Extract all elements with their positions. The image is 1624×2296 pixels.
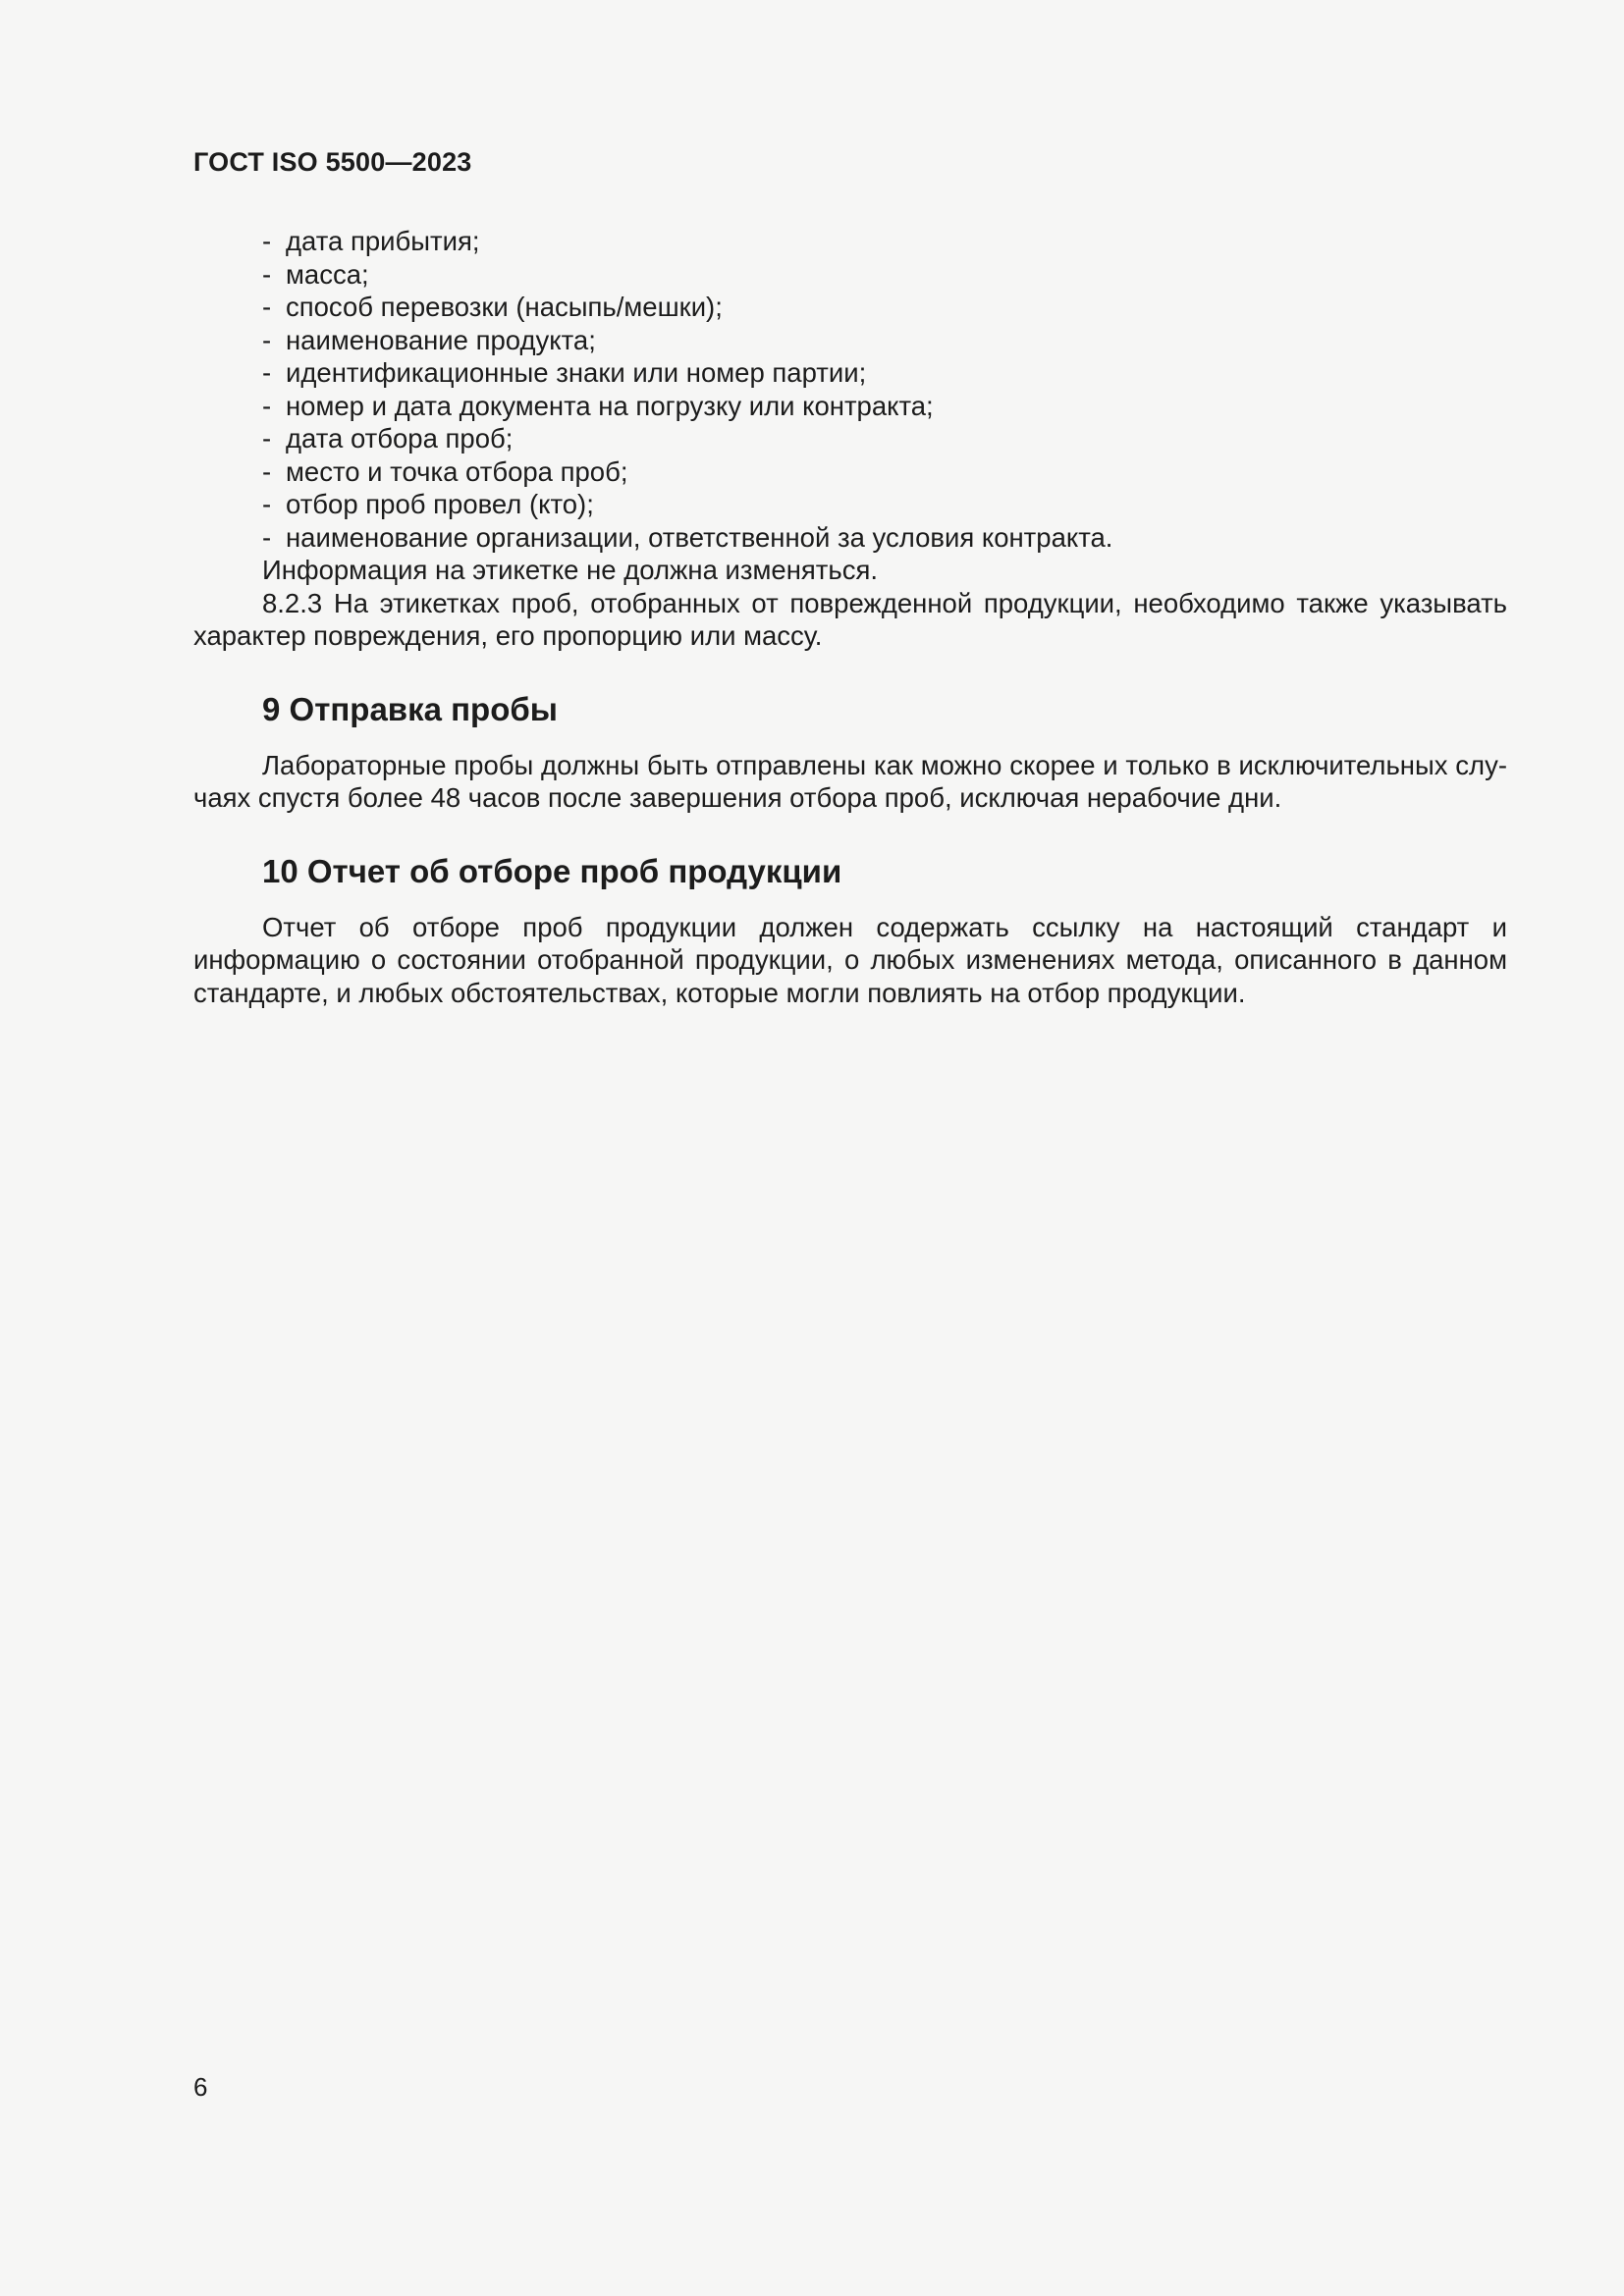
list-item — [193, 225, 1507, 258]
document-page — [193, 0, 1507, 2296]
list-item — [193, 324, 1507, 357]
list-dash: - — [262, 521, 272, 553]
list-item-text: дата отбора проб; — [286, 423, 514, 454]
page-content — [193, 225, 1507, 1009]
list-item-text: наименование продукта; — [286, 324, 596, 355]
list-item-text: дата прибытия; — [286, 226, 480, 256]
page-number: 6 — [193, 2072, 208, 2102]
list-dash: - — [262, 357, 272, 388]
list-item — [193, 488, 1507, 521]
list-dash: - — [262, 292, 272, 322]
list-item-text: способ перевозки (насыпь/мешки); — [286, 292, 723, 322]
document-code-header: ГОСТ ISO 5500—2023 — [193, 147, 472, 177]
list-item-text: отбор проб провел (кто); — [286, 489, 594, 519]
list-item-text: место и точка отбора проб; — [286, 455, 628, 487]
section-9-heading: 9 Отправка пробы — [262, 690, 558, 727]
list-dash: - — [262, 489, 272, 519]
list-item — [193, 258, 1507, 292]
list-item — [193, 291, 1507, 324]
section-10-heading: 10 Отчет об отборе проб продукции — [262, 852, 842, 889]
section-10-paragraph: Отчет об отборе проб продукции должен содержать ссылку на настоящий стандарт и информацию о состоянии отобранной продукции, о любых изменениях метода, описанного в данном стандарте, и любых обстоятельствах, которые могли повлиять на отбор продукции. — [193, 911, 1507, 1008]
list-item — [193, 521, 1507, 555]
list-dash: - — [262, 258, 272, 290]
list-item-text: масса; — [286, 258, 369, 290]
list-item — [193, 455, 1507, 489]
list-dash: - — [262, 226, 272, 256]
list-item — [193, 390, 1507, 423]
list-dash: - — [262, 423, 272, 454]
label-info-list — [193, 225, 1507, 554]
list-item — [193, 356, 1507, 390]
list-item-text: номер и дата документа на погрузку или контракта; — [286, 390, 934, 421]
list-dash: - — [262, 390, 272, 421]
section-9-paragraph: Лабораторные пробы должны быть отправлены как можно скорее и только в исключительных случаях спустя более 48 часов после завершения отбора проб, исключая нерабочие дни. — [193, 749, 1507, 813]
list-item — [193, 422, 1507, 455]
label-note-paragraph: Информация на этикетке не должна изменяться. — [262, 555, 878, 585]
list-dash: - — [262, 324, 272, 355]
clause-8-2-3-paragraph: 8.2.3 На этикетках проб, отобранных от поврежденной продукции, необходимо также указывать характер повреждения, его пропорцию или массу. — [193, 587, 1507, 651]
list-item-text: идентификационные знаки или номер партии; — [286, 357, 867, 388]
list-item-text: наименование организации, ответственной за условия контракта. — [286, 521, 1113, 553]
list-dash: - — [262, 455, 272, 487]
